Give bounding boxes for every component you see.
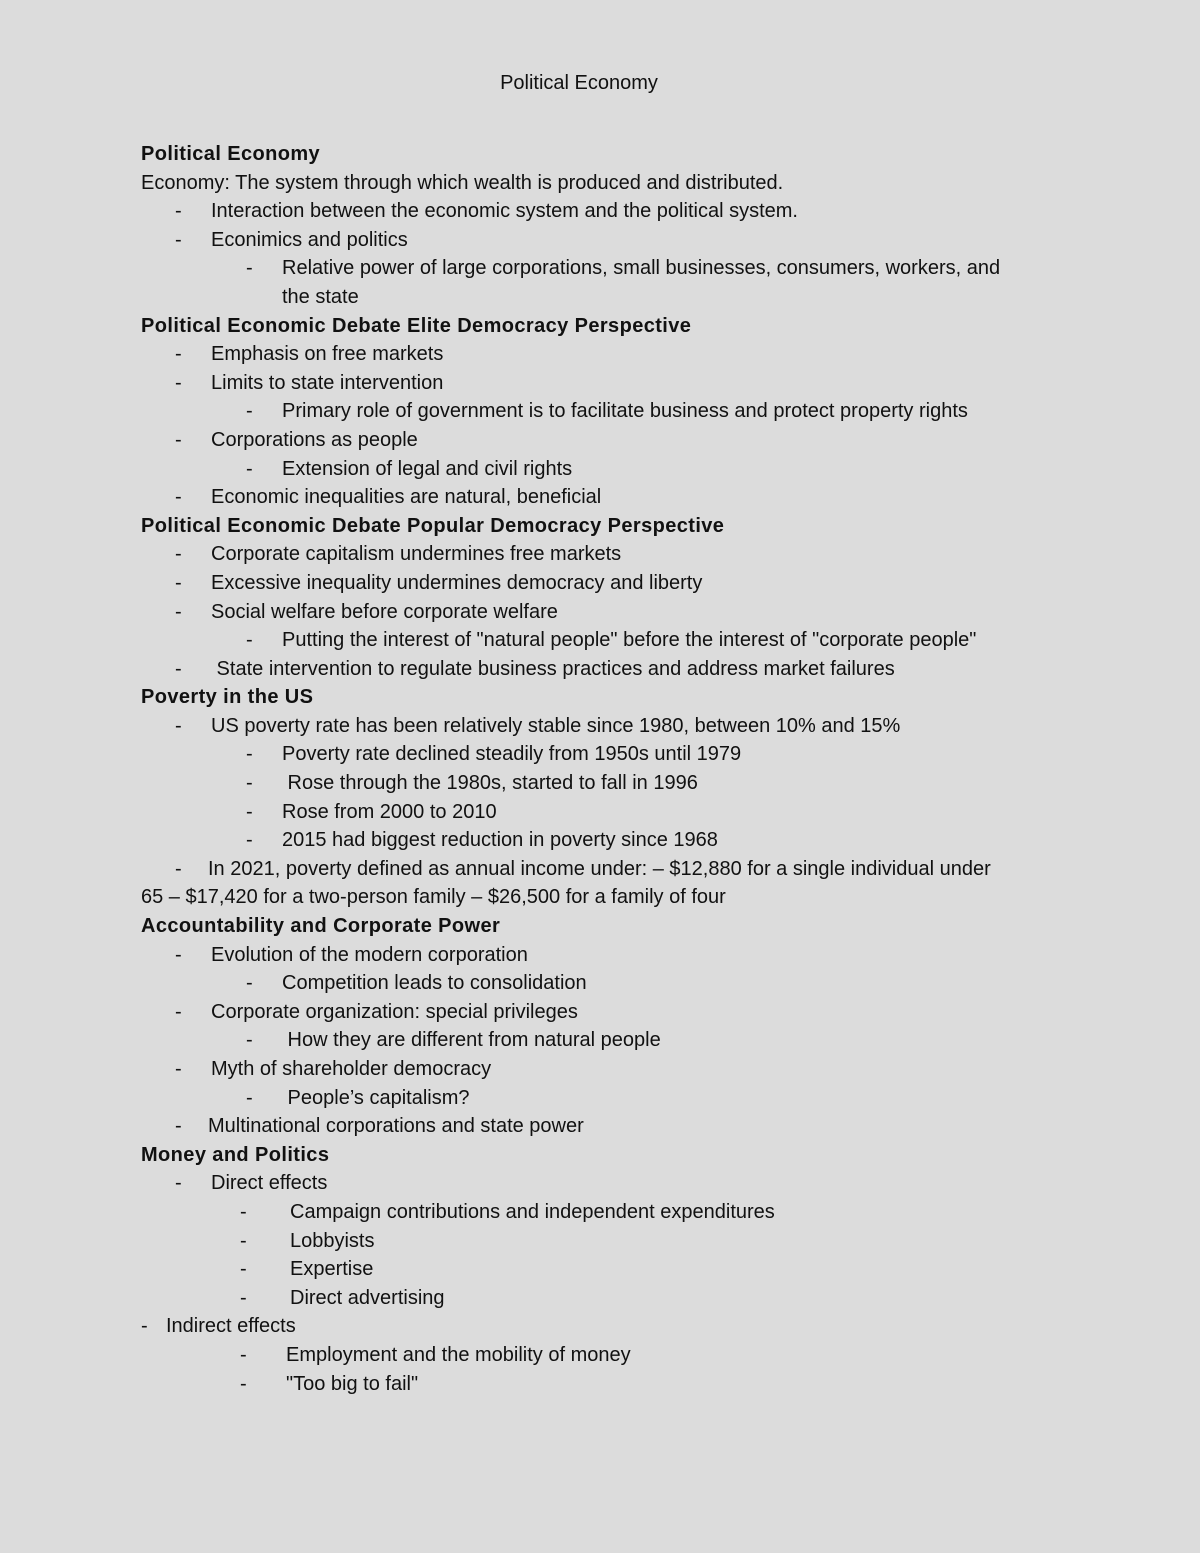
- bullet-dash: -: [246, 257, 253, 280]
- bullet-dash: -: [246, 457, 253, 480]
- list-item: - Econimics and politics: [141, 226, 1071, 255]
- section-heading: Money and Politics: [141, 1143, 330, 1166]
- bullet-dash: -: [246, 800, 253, 823]
- list-item: - Employment and the mobility of money: [141, 1341, 1071, 1370]
- list-item: - Economic inequalities are natural, beneficial: [141, 483, 1071, 512]
- list-item: - Evolution of the modern corporation: [141, 941, 1071, 970]
- list-item-continuation: 65 – $17,420 for a two-person family – $26,500 for a family of four: [141, 886, 726, 909]
- list-item: - "Too big to fail": [141, 1370, 1071, 1399]
- bullet-dash: -: [175, 571, 182, 594]
- list-item: - Multinational corporations and state power: [141, 1112, 1071, 1141]
- document-body: [141, 140, 1071, 1398]
- bullet-dash: -: [246, 772, 253, 795]
- section-heading: Accountability and Corporate Power: [141, 915, 501, 938]
- bullet-dash: -: [175, 486, 182, 509]
- bullet-dash: -: [246, 1086, 253, 1109]
- list-item: - Corporations as people: [141, 426, 1071, 455]
- bullet-dash: -: [240, 1258, 247, 1281]
- bullet-dash: -: [240, 1343, 247, 1366]
- list-item: - Direct effects: [141, 1169, 1071, 1198]
- list-item: - Rose from 2000 to 2010: [141, 798, 1071, 827]
- bullet-dash: -: [246, 743, 253, 766]
- bullet-dash: -: [175, 657, 182, 680]
- bullet-dash: -: [240, 1372, 247, 1395]
- list-item: - Primary role of government is to facilitate business and protect property rights: [141, 397, 1071, 426]
- bullet-dash: -: [175, 371, 182, 394]
- bullet-dash: -: [246, 1029, 253, 1052]
- section-heading: Political Economic Debate Elite Democracy Perspective: [141, 314, 692, 337]
- bullet-dash: -: [175, 857, 182, 880]
- bullet-dash: -: [175, 1172, 182, 1195]
- list-item: - Competition leads to consolidation: [141, 969, 1071, 998]
- bullet-dash: -: [240, 1286, 247, 1309]
- list-item: - Poverty rate declined steadily from 1950s until 1979: [141, 740, 1071, 769]
- list-item: - Indirect effects: [141, 1312, 1071, 1341]
- list-item: - Expertise: [141, 1255, 1071, 1284]
- list-item: - Corporate capitalism undermines free markets: [141, 540, 1071, 569]
- bullet-dash: -: [175, 343, 182, 366]
- bullet-dash: -: [175, 714, 182, 737]
- list-item: - In 2021, poverty defined as annual income under: – $12,880 for a single individual under: [141, 855, 1071, 884]
- list-item: - Putting the interest of "natural people" before the interest of "corporate people": [141, 626, 1071, 655]
- list-item: - Emphasis on free markets: [141, 340, 1071, 369]
- list-item: - US poverty rate has been relatively stable since 1980, between 10% and 15%: [141, 712, 1071, 741]
- bullet-dash: -: [246, 400, 253, 423]
- list-item-continuation: the state: [282, 285, 359, 308]
- paragraph: Economy: The system through which wealth is produced and distributed.: [141, 171, 784, 194]
- list-item: - Direct advertising: [141, 1284, 1071, 1313]
- bullet-dash: -: [240, 1229, 247, 1252]
- list-item: - Social welfare before corporate welfare: [141, 598, 1071, 627]
- list-item: - Rose through the 1980s, started to fall in 1996: [141, 769, 1071, 798]
- section-heading: Political Economy: [141, 143, 321, 165]
- list-item: - Excessive inequality undermines democracy and liberty: [141, 569, 1071, 598]
- bullet-dash: -: [175, 1115, 182, 1138]
- list-item: - How they are different from natural people: [141, 1026, 1071, 1055]
- list-item: - Lobbyists: [141, 1227, 1071, 1256]
- bullet-dash: -: [246, 629, 253, 652]
- list-item: - Campaign contributions and independent expenditures: [141, 1198, 1071, 1227]
- bullet-dash: -: [175, 1000, 182, 1023]
- bullet-dash: -: [246, 829, 253, 852]
- bullet-dash: -: [175, 200, 182, 223]
- list-item: - Myth of shareholder democracy: [141, 1055, 1071, 1084]
- list-item: - Interaction between the economic system and the political system.: [141, 197, 1071, 226]
- list-item: - Relative power of large corporations, small businesses, consumers, workers, and: [141, 254, 1071, 283]
- list-item: - Corporate organization: special privileges: [141, 998, 1071, 1027]
- list-item: - State intervention to regulate business practices and address market failures: [141, 655, 1071, 684]
- document-title: Political Economy: [500, 72, 658, 94]
- list-item: - People’s capitalism?: [141, 1084, 1071, 1113]
- bullet-dash: -: [240, 1200, 247, 1223]
- bullet-dash: -: [175, 228, 182, 251]
- list-item: - 2015 had biggest reduction in poverty since 1968: [141, 826, 1071, 855]
- list-item: - Extension of legal and civil rights: [141, 455, 1071, 484]
- bullet-dash: -: [175, 943, 182, 966]
- bullet-dash: -: [175, 543, 182, 566]
- bullet-dash: -: [175, 428, 182, 451]
- bullet-dash: -: [246, 972, 253, 995]
- section-heading: Poverty in the US: [141, 686, 314, 709]
- list-item: - Limits to state intervention: [141, 369, 1071, 398]
- bullet-dash: -: [141, 1315, 148, 1338]
- section-heading: Political Economic Debate Popular Democracy Perspective: [141, 514, 725, 537]
- bullet-dash: -: [175, 1058, 182, 1080]
- bullet-dash: -: [175, 600, 182, 623]
